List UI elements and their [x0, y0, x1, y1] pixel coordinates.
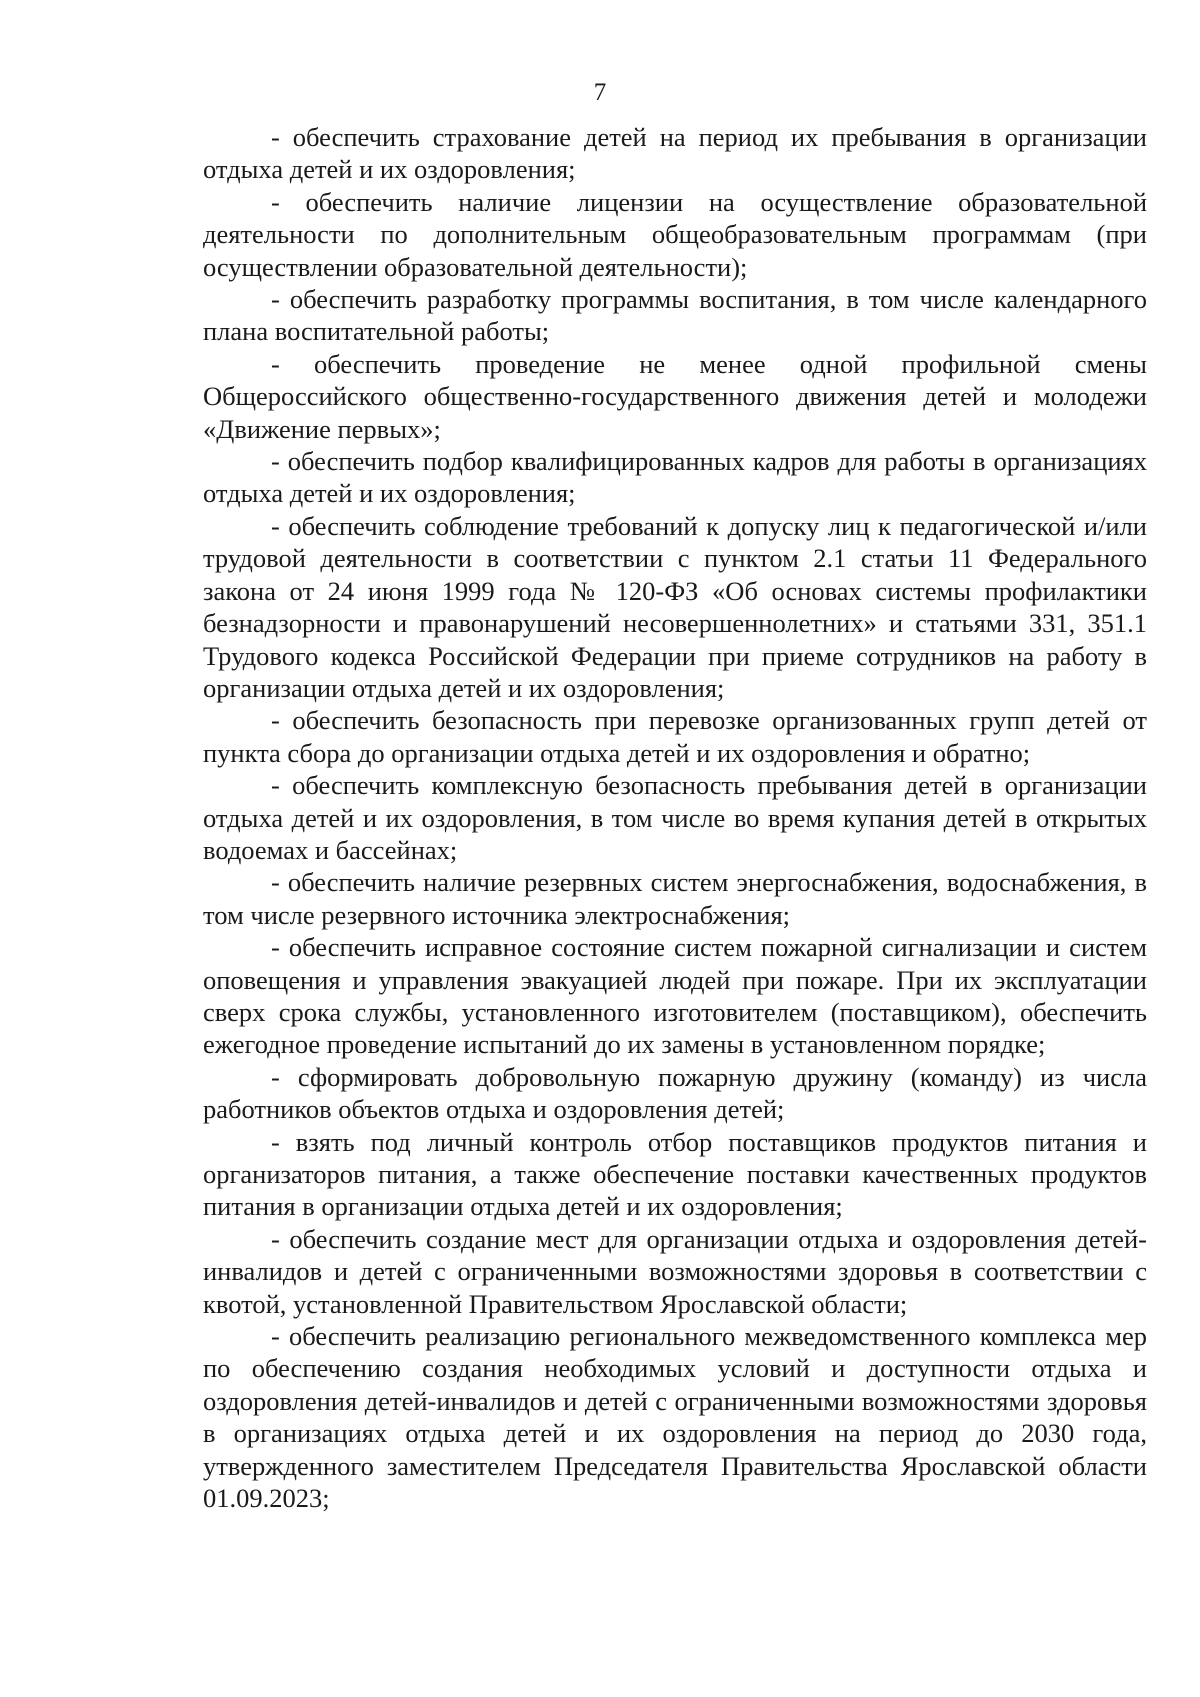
paragraph-regional-measures: - обеспечить реализацию регионального межведомственного комплекса мер по обеспечению создания необходимых условий и доступности отдыха и оздоровления детей-инвалидов и детей с ограниченными возможностями здоровья в организациях отдыха детей и их оздоровления на период до 2030 года, утвержденного заместителем Председателя Правительства Ярославской области 01.09.2023; — [203, 1321, 1147, 1514]
paragraph-admission-requirements: - обеспечить соблюдение требований к допуску лиц к педагогической и/или трудовой деятельности в соответствии с пунктом 2.1 статьи 11 Федерального закона от 24 июня 1999 года № 120-ФЗ «Об основах системы профилактики безнадзорности и правонарушений несовершеннолетних» и статьями 331, 351.1 Трудового кодекса Российской Федерации при приеме сотрудников на работу в организации отдыха детей и их оздоровления; — [203, 510, 1147, 703]
paragraph-complex-safety: - обеспечить комплексную безопасность пребывания детей в организации отдыха детей и их оздоровления, в том числе во время купания детей в открытых водоемах и бассейнах; — [203, 770, 1147, 865]
paragraph-backup-power: - обеспечить наличие резервных систем энергоснабжения, водоснабжения, в том числе резервного источника электроснабжения; — [203, 867, 1147, 930]
paragraph-profile-shift: - обеспечить проведение не менее одной профильной смены Общероссийского общественно-государственного движения детей и молодежи «Движение первых»; — [203, 348, 1147, 444]
paragraph-food-suppliers: - взять под личный контроль отбор поставщиков продуктов питания и организаторов питания, а также обеспечение поставки качественных продуктов питания в организации отдыха детей и их оздоровления; — [203, 1126, 1147, 1222]
paragraph-disabled-children-places: - обеспечить создание мест для организации отдыха и оздоровления детей-инвалидов и детей с ограниченными возможностями здоровья в соответствии с квотой, установленной Правительством Ярославской области; — [203, 1223, 1147, 1319]
document-body — [203, 121, 1147, 1514]
paragraph-fire-alarm: - обеспечить исправное состояние систем пожарной сигнализации и систем оповещения и управления эвакуацией людей при пожаре. При их эксплуатации сверх срока службы, установленного изготовителем (поставщиком), обеспечить ежегодное проведение испытаний до их замены в установленном порядке; — [203, 932, 1147, 1060]
paragraph-staff-selection: - обеспечить подбор квалифицированных кадров для работы в организациях отдыха детей и их оздоровления; — [203, 446, 1147, 509]
paragraph-insurance: - обеспечить страхование детей на период их пребывания в организации отдыха детей и их оздоровления; — [203, 122, 1147, 185]
page-number: 7 — [593, 79, 607, 106]
paragraph-upbringing-program: - обеспечить разработку программы воспитания, в том числе календарного плана воспитательной работы; — [203, 284, 1147, 347]
paragraph-education-license: - обеспечить наличие лицензии на осуществление образовательной деятельности по дополнительным общеобразовательным программам (при осуществлении образовательной деятельности); — [203, 186, 1147, 282]
paragraph-transport-safety: - обеспечить безопасность при перевозке организованных групп детей от пункта сбора до организации отдыха детей и их оздоровления и обратно; — [203, 705, 1147, 768]
paragraph-fire-brigade: - сформировать добровольную пожарную дружину (команду) из числа работников объектов отдыха и оздоровления детей; — [203, 1061, 1147, 1125]
